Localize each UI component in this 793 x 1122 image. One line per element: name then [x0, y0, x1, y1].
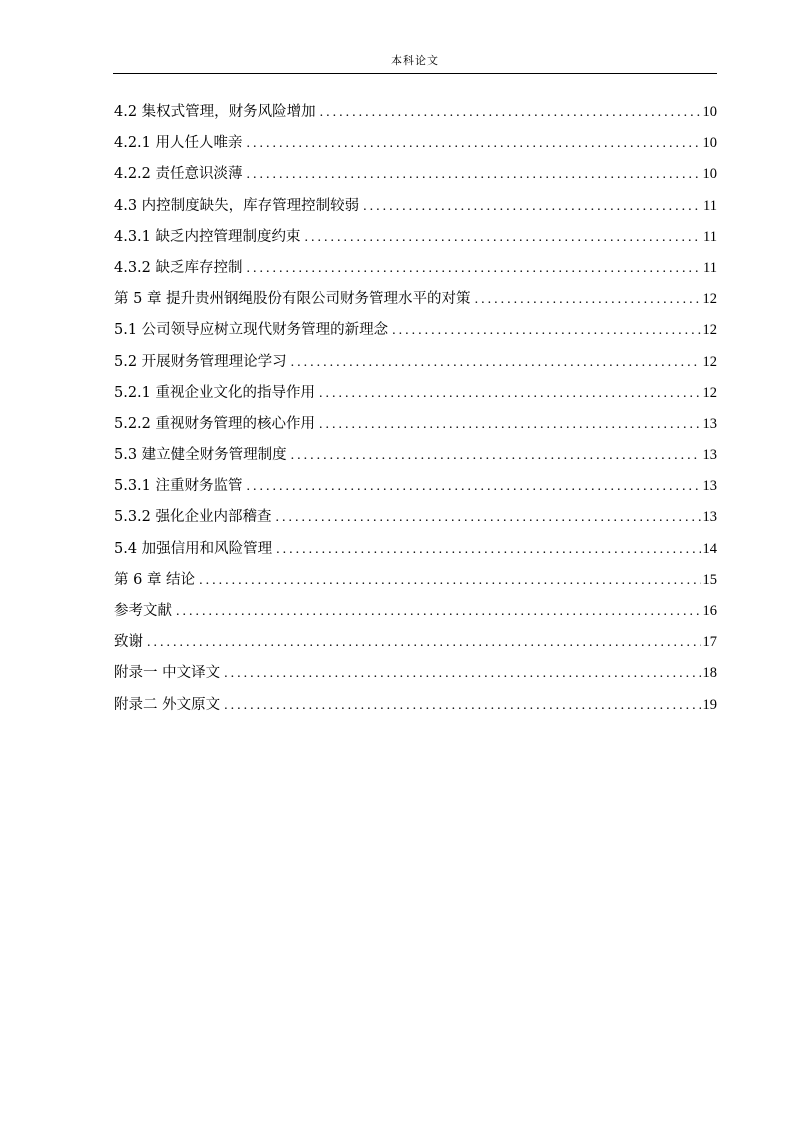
toc-entry-page: 13 [702, 415, 717, 432]
toc-leader-dots [276, 507, 701, 529]
toc-leader-dots [475, 289, 701, 311]
toc-entry-page: 16 [702, 603, 717, 619]
toc-leader-dots [319, 414, 700, 436]
toc-entry[interactable] [114, 226, 717, 257]
toc-leader-dots [247, 164, 701, 186]
toc-entry-title: 4.3 内控制度缺失，库存管理控制较弱 [114, 197, 360, 214]
toc-leader-dots [291, 352, 701, 374]
toc-leader-dots [276, 539, 700, 561]
toc-entry[interactable] [114, 101, 717, 132]
toc-entry-page: 10 [702, 104, 717, 120]
toc-entry[interactable] [114, 569, 717, 600]
header-rule [113, 73, 717, 74]
toc-entry[interactable] [114, 257, 717, 288]
toc-entry-title: 参考文献 [114, 603, 172, 619]
toc-entry-page: 15 [702, 571, 717, 588]
toc-entry-page: 10 [702, 166, 717, 183]
toc-entry-title: 致谢 [114, 634, 143, 651]
toc-entry-page: 12 [702, 322, 717, 339]
toc-entry-page: 11 [703, 228, 717, 245]
toc-entry-title: 5.2.1 重视企业文化的指导作用 [114, 384, 316, 401]
toc-entry[interactable] [114, 195, 717, 226]
toc-entry[interactable] [114, 631, 717, 662]
toc-entry-title: 5.2.2 重视财务管理的核心作用 [114, 415, 316, 432]
toc-entry-page: 12 [702, 384, 717, 401]
table-of-contents [114, 101, 717, 725]
toc-entry-title: 5.3.1 注重财务监管 [114, 478, 243, 495]
toc-entry-title: 第 6 章 结论 [114, 571, 196, 588]
toc-entry-title: 4.3.1 缺乏内控管理制度约束 [114, 228, 301, 245]
toc-entry-title: 4.2.2 责任意识淡薄 [114, 166, 243, 183]
toc-leader-dots [224, 695, 700, 717]
toc-leader-dots [392, 320, 700, 342]
toc-entry-title: 5.3.2 强化企业内部稽查 [114, 509, 272, 526]
toc-leader-dots [247, 133, 701, 155]
toc-leader-dots [176, 601, 701, 623]
toc-entry-page: 13 [702, 509, 717, 526]
toc-entry[interactable] [114, 475, 717, 506]
toc-leader-dots [147, 632, 701, 654]
toc-entry[interactable] [114, 662, 717, 693]
toc-entry-page: 18 [702, 665, 717, 682]
toc-entry[interactable] [114, 351, 717, 382]
toc-entry-page: 12 [702, 291, 717, 308]
toc-leader-dots [319, 383, 700, 405]
toc-entry-title: 5.3 建立健全财务管理制度 [114, 447, 287, 464]
toc-leader-dots [224, 663, 700, 685]
page-header: 本科论文 [391, 54, 439, 67]
toc-entry[interactable] [114, 694, 717, 725]
toc-entry-page: 14 [702, 540, 717, 557]
toc-entry-title: 第 5 章 提升贵州钢绳股份有限公司财务管理水平的对策 [114, 291, 471, 308]
toc-entry-title: 4.3.2 缺乏库存控制 [114, 259, 243, 276]
toc-entry-page: 17 [702, 634, 717, 651]
toc-entry[interactable] [114, 506, 717, 537]
toc-leader-dots [291, 445, 701, 467]
toc-leader-dots [199, 570, 700, 592]
toc-entry-title: 附录二 外文原文 [114, 696, 221, 713]
toc-entry-title: 5.4 加强信用和风险管理 [114, 540, 273, 557]
toc-leader-dots [363, 196, 701, 218]
toc-entry-title: 附录一 中文译文 [114, 665, 221, 682]
toc-leader-dots [305, 227, 702, 249]
toc-entry[interactable] [114, 413, 717, 444]
toc-entry-page: 13 [702, 447, 717, 464]
toc-entry[interactable] [114, 600, 717, 631]
toc-entry-title: 4.2 集权式管理，财务风险增加 [114, 104, 316, 120]
toc-leader-dots [320, 102, 701, 124]
toc-entry[interactable] [114, 382, 717, 413]
toc-entry[interactable] [114, 163, 717, 194]
toc-entry[interactable] [114, 538, 717, 569]
toc-entry-title: 4.2.1 用人任人唯亲 [114, 135, 243, 152]
toc-entry-title: 5.1 公司领导应树立现代财务管理的新理念 [114, 322, 389, 339]
toc-entry-page: 11 [703, 259, 717, 276]
toc-entry-page: 19 [702, 696, 717, 713]
toc-leader-dots [247, 258, 702, 280]
toc-entry-page: 12 [702, 353, 717, 370]
toc-entry-page: 11 [703, 197, 717, 214]
toc-entry-title: 5.2 开展财务管理理论学习 [114, 353, 287, 370]
toc-entry-page: 10 [702, 135, 717, 152]
toc-entry[interactable] [114, 444, 717, 475]
toc-entry[interactable] [114, 132, 717, 163]
toc-entry-page: 13 [702, 478, 717, 495]
toc-leader-dots [247, 476, 701, 498]
toc-entry[interactable] [114, 288, 717, 319]
toc-entry[interactable] [114, 319, 717, 350]
